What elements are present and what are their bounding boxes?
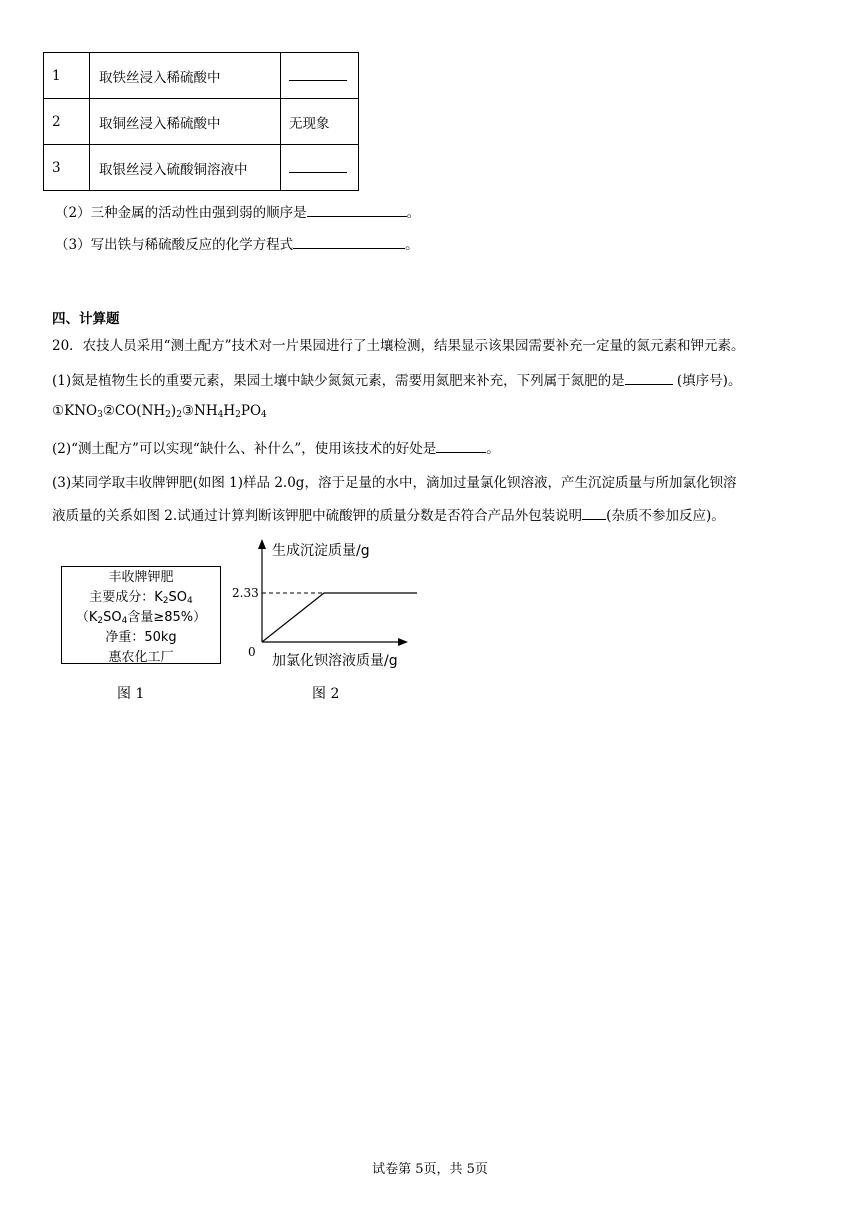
- row-number: 3: [44, 145, 90, 191]
- y-axis-label: 生成沉淀质量/g: [272, 543, 370, 559]
- section-title: 四、计算题: [52, 311, 120, 327]
- y-axis-arrow: [258, 539, 266, 549]
- label-ingredient: [62, 588, 220, 608]
- subscript: 4: [187, 596, 193, 606]
- figure-1-caption: 图 1: [117, 686, 145, 702]
- row-step: 取银丝浸入硫酸铜溶液中: [90, 145, 281, 191]
- subscript: 2: [176, 410, 182, 420]
- table-row: [44, 53, 359, 99]
- precipitate-chart: [220, 535, 420, 675]
- subscript: 2: [235, 410, 241, 420]
- label-text: （K: [75, 610, 98, 625]
- label-maker: 惠农化工厂: [108, 650, 174, 665]
- x-axis-arrow: [398, 638, 408, 646]
- row-number: 1: [44, 53, 90, 99]
- x-axis-label: 加氯化钡溶液质量/g: [272, 653, 398, 669]
- question-3: [55, 233, 419, 253]
- figure-2-caption: 图 2: [312, 686, 340, 702]
- formula-part: H: [223, 403, 236, 419]
- answer-blank[interactable]: [289, 66, 347, 81]
- y-tick-label: 2.33: [232, 586, 259, 600]
- question-20-part3-line2: [52, 504, 725, 524]
- question-2: [55, 201, 420, 221]
- question-text: （3）写出铁与稀硫酸反应的化学方程式: [55, 237, 294, 253]
- row-step: 取铁丝浸入稀硫酸中: [90, 53, 281, 99]
- answer-blank[interactable]: [289, 158, 347, 173]
- answer-blank[interactable]: [293, 234, 405, 249]
- option-3: ③NH: [181, 403, 218, 419]
- subscript: 4: [217, 410, 224, 420]
- subscript: 3: [97, 410, 103, 420]
- label-text: SO: [168, 590, 187, 605]
- page-footer: 试卷第 5页，共 5页: [372, 1162, 488, 1177]
- answer-blank[interactable]: [582, 505, 606, 520]
- option-1: ①KNO: [52, 403, 98, 419]
- question-end: (填序号)。: [672, 373, 742, 389]
- question-20-part1: [52, 369, 741, 389]
- row-number: 2: [44, 99, 90, 145]
- formula-part: PO: [240, 403, 262, 419]
- row-result: 无现象: [281, 99, 359, 145]
- row-step: 取铜丝浸入稀硫酸中: [90, 99, 281, 145]
- paren: ): [170, 403, 177, 419]
- row-result: [281, 145, 359, 191]
- question-text: 液质量的关系如图 2.试通过计算判断该钾肥中硫酸钾的质量分数是否符合产品外包装说明: [52, 508, 583, 524]
- table-row: [44, 145, 359, 191]
- option-2: ②CO(NH: [102, 403, 166, 419]
- subscript: 4: [121, 616, 128, 626]
- subscript: 2: [162, 596, 169, 606]
- subscript: 2: [97, 616, 104, 626]
- question-end: 。: [405, 237, 419, 253]
- question-text: (2)“测土配方”可以实现“缺什么、补什么”，使用该技术的好处是: [52, 441, 437, 457]
- label-text: SO: [103, 610, 122, 625]
- question-text: （2）三种金属的活动性由强到弱的顺序是: [55, 205, 307, 221]
- label-brand: 丰收牌钾肥: [108, 570, 174, 585]
- question-end: 。: [486, 441, 500, 457]
- row-result: [281, 53, 359, 99]
- label-content: [62, 608, 220, 628]
- question-20-part3-line1: (3)某同学取丰收牌钾肥(如图 1)样品 2.0g，溶于足量的水中，滴加过量氯化钡溶液，产生沉淀质量与所加氯化钡溶: [52, 475, 737, 491]
- question-end: 。: [406, 205, 421, 221]
- question-20-intro: 20．农技人员采用“测土配方”技术对一片果园进行了土壤检测，结果显示该果园需要补充一定量的氮元素和钾元素。: [52, 338, 745, 354]
- options-line: [52, 403, 267, 419]
- experiment-table: [43, 52, 359, 191]
- data-series-line: [262, 593, 417, 642]
- question-text: (1)氮是植物生长的重要元素，果园土壤中缺少氮氮元素，需要用氮肥来补充，下列属于氮肥的是: [52, 373, 625, 389]
- subscript: 2: [165, 410, 171, 420]
- origin-label: 0: [248, 645, 256, 659]
- label-text: 主要成分：K: [89, 590, 163, 605]
- answer-blank[interactable]: [625, 370, 673, 385]
- label-text: 含量≥85%）: [127, 610, 207, 625]
- question-end: (杂质不参加反应)。: [606, 508, 725, 524]
- subscript: 4: [261, 410, 267, 420]
- answer-blank[interactable]: [436, 438, 486, 453]
- answer-blank[interactable]: [307, 202, 407, 217]
- question-20-part2: [52, 437, 500, 457]
- table-row: [44, 99, 359, 145]
- label-weight: 净重：50kg: [105, 630, 177, 645]
- product-label-figure: [61, 566, 221, 664]
